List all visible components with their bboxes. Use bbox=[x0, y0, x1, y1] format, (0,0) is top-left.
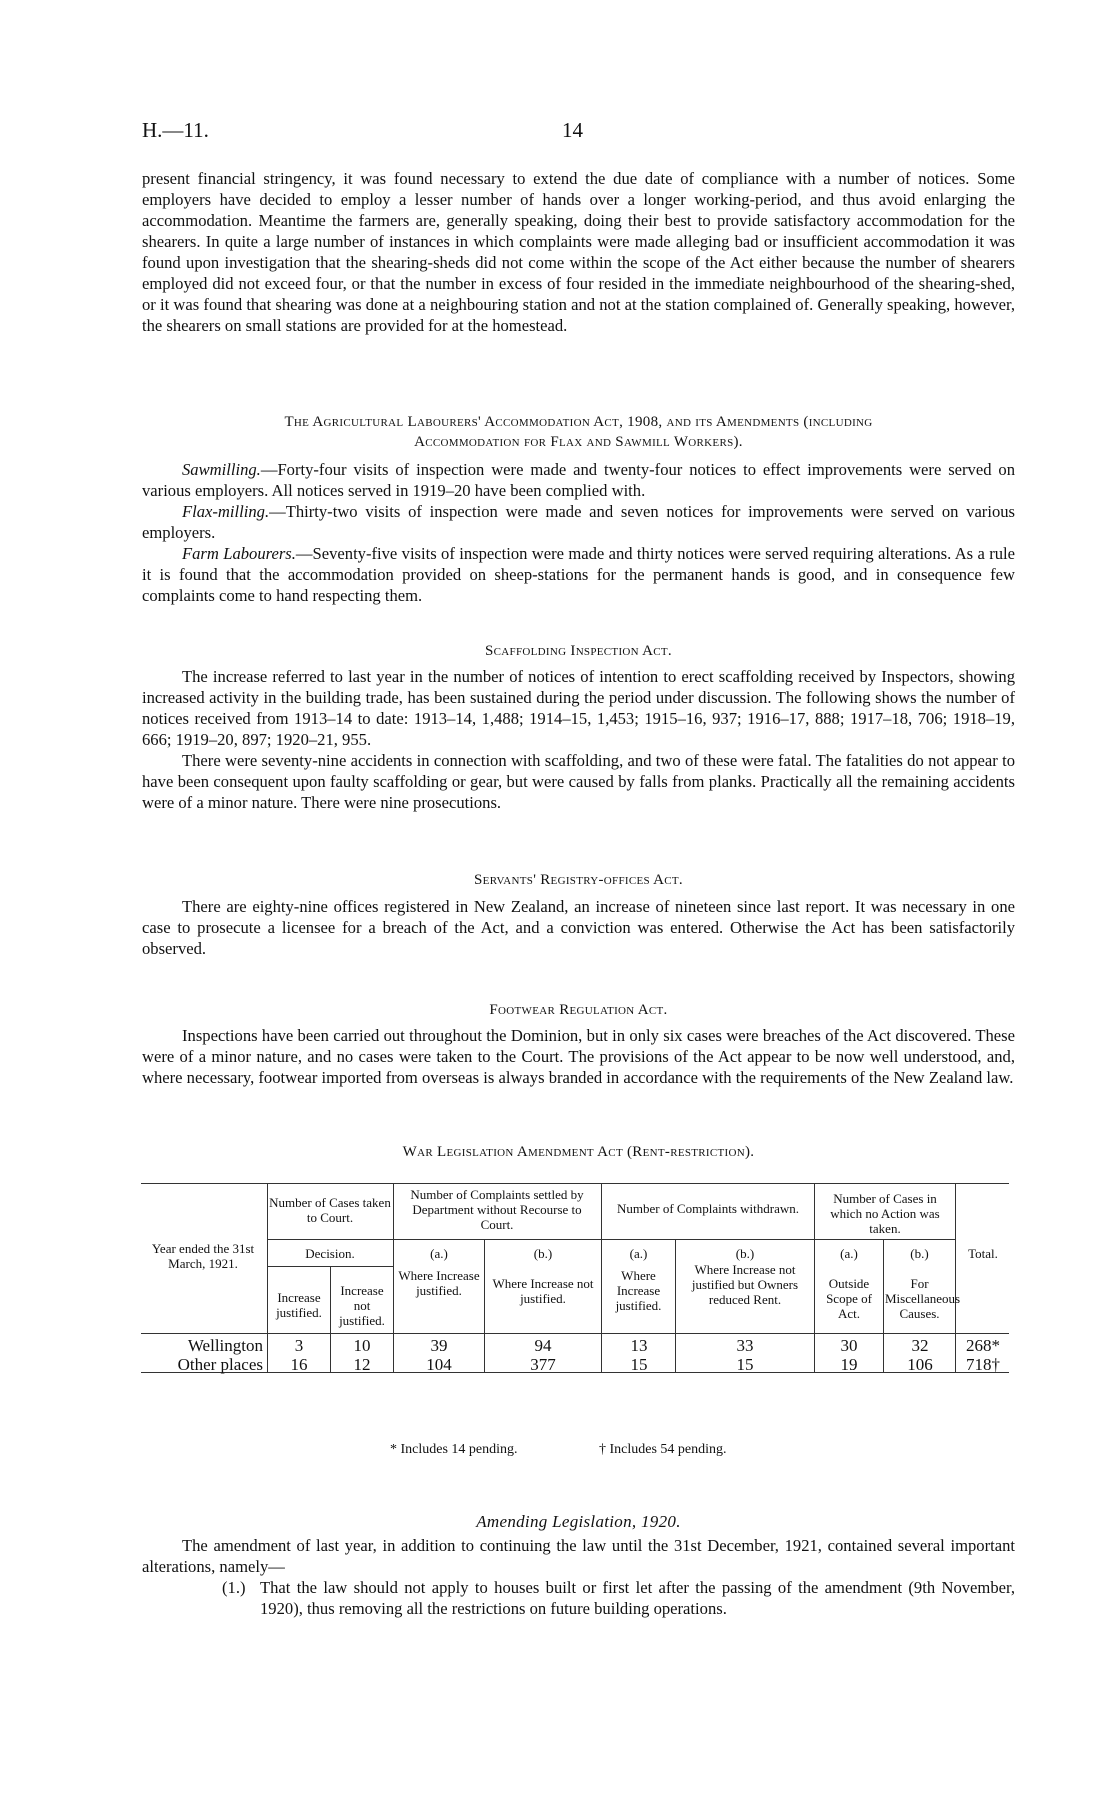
page-number: 14 bbox=[562, 118, 583, 142]
settled-group-header: Number of Complaints settled by Department without Recourse to Court. bbox=[410, 1187, 584, 1232]
settled-a-label: (a.) bbox=[430, 1246, 448, 1261]
vline-3 bbox=[393, 1183, 394, 1372]
war-table-heading: War Legislation Amendment Act (Rent-restriction). bbox=[402, 1144, 755, 1160]
table-cell-total: 718† bbox=[966, 1355, 1000, 1374]
report-reference: H.—11. bbox=[142, 118, 209, 142]
intro-paragraph: present financial stringency, it was found necessary to extend the due date of compliance with a number of notices. Some employers have decided to employ a lesser number of hands over a longer working-period, and thus avoid enlarging the accommodation. Meantime the farmers are, generally speaking, doing their best to provide satisfactory accommodation for the shearers. In quite a large number of instances in which complaints were made alleging bad or insufficient accommodation it was found upon investigation that the shearing-sheds did not come within the scope of the Act either because the number of shearers employed did not exceed four, or that the number in excess of four resided in the immediate neighbourhood of the shearing-shed, or it was found that shearing was done at a neighbouring station and not at the station complained of. Generally speaking, however, the shearers on small stations are provided for at the homestead. bbox=[142, 169, 1015, 335]
scaffolding-heading: Scaffolding Inspection Act. bbox=[485, 643, 672, 659]
table-row-place: Other places bbox=[177, 1355, 263, 1374]
table-cell: 15 bbox=[736, 1355, 754, 1374]
vline-4 bbox=[484, 1239, 485, 1372]
scaffolding-section: The increase referred to last year in the number of notices of intention to erect scaffolding received by Inspectors, showing increased activity in the building trade, has been sustained during the period under discussion. The following shows the number of notices received from 1913–14 to date: 1913–14, 1,488; 1914–15, 1,453; 1915–16, 937; 1916–17, 888; 1917–18, 706; 1918–19, 666; 1919–20, 897; 1920–21, 955. There were seventy-nine accidents in connection with scaffolding, and two of these were fatal. The fatalities do not appear to have been consequent upon faulty scaffolding or gear, but were caused by falls from planks. Practically all the remaining accidents were of a minor nature. There were nine prosecutions. bbox=[142, 667, 1015, 812]
agricultural-section bbox=[142, 459, 1015, 606]
withdrawn-a-header: Where Increase justified. bbox=[615, 1268, 662, 1313]
footnote-pending-1: * Includes 14 pending. bbox=[390, 1442, 518, 1457]
sawmilling-paragraph: Sawmilling.—Forty-four visits of inspection were made and twenty-four notices to effect improvements were served on various employers. All notices served in 1919–20 have been complied with. bbox=[142, 460, 1015, 500]
table-cell: 39 bbox=[430, 1336, 448, 1355]
table-cell: 33 bbox=[736, 1336, 754, 1355]
table-cell: 30 bbox=[840, 1336, 858, 1355]
noaction-a-header: Outside Scope of Act. bbox=[826, 1276, 872, 1321]
amending-heading: Amending Legislation, 1920. bbox=[476, 1512, 681, 1531]
increase-justified-header: Increase justified. bbox=[276, 1290, 322, 1320]
vline-8 bbox=[883, 1239, 884, 1372]
table-row-place: Wellington bbox=[187, 1336, 263, 1355]
withdrawn-group-header: Number of Complaints withdrawn. bbox=[617, 1201, 799, 1216]
increase-not-justified-header: Increase not justified. bbox=[339, 1283, 385, 1328]
settled-a-header: Where Increase justified. bbox=[398, 1268, 480, 1298]
table-cell: 12 bbox=[353, 1355, 371, 1374]
table-header-rule bbox=[141, 1333, 1009, 1334]
withdrawn-a-label: (a.) bbox=[629, 1246, 648, 1261]
table-cell: 13 bbox=[630, 1336, 648, 1355]
vline-9 bbox=[955, 1183, 956, 1372]
noaction-b-label: (b.) bbox=[910, 1246, 929, 1261]
withdrawn-b-label: (b.) bbox=[735, 1246, 755, 1261]
vline-6 bbox=[675, 1239, 676, 1372]
servants-heading: Servants' Registry-offices Act. bbox=[474, 872, 683, 888]
noaction-b-header: For Miscellaneous Causes. bbox=[885, 1276, 961, 1321]
settled-b-label: (b.) bbox=[533, 1246, 553, 1261]
table-cell: 104 bbox=[426, 1355, 452, 1374]
table-top-rule bbox=[141, 1183, 1009, 1184]
amending-paragraph: The amendment of last year, in addition to continuing the law until the 31st December, 1921, contained several important alterations, namely— bbox=[142, 1536, 1015, 1576]
flax-paragraph: Flax-milling.—Thirty-two visits of inspection were made and seven notices for improvements were served on various employers. bbox=[142, 502, 1015, 542]
servants-section: There are eighty-nine offices registered in New Zealand, an increase of nineteen since last report. It was necessary in one case to prosecute a licensee for a breach of the Act, and a conviction was entered. Otherwise the Act has been satisfactorily observed. bbox=[142, 897, 1015, 958]
page-header bbox=[142, 118, 972, 148]
table-cell-total: 268* bbox=[966, 1336, 1000, 1355]
total-header: Total. bbox=[968, 1246, 998, 1261]
court-group-header: Number of Cases taken to Court. bbox=[269, 1195, 391, 1225]
agricultural-heading: The Agricultural Labourers' Accommodation Act, 1908, and its Amendments (including Accommodation for Flax and Sawmill Workers). bbox=[284, 414, 873, 450]
group-divider-rule bbox=[267, 1239, 955, 1240]
decision-header: Decision. bbox=[305, 1246, 355, 1261]
vline-7 bbox=[814, 1183, 815, 1372]
year-header: Year ended the 31st March, 1921. bbox=[151, 1241, 255, 1271]
table-cell: 15 bbox=[630, 1355, 648, 1374]
no-action-group-header: Number of Cases in which no Action was taken. bbox=[830, 1191, 940, 1236]
table-cell: 19 bbox=[840, 1355, 858, 1374]
vline-5 bbox=[601, 1183, 602, 1372]
amending-list-item: (1.) That the law should not apply to houses built or first let after the passing of the amendment (9th November, 1920), thus removing all the restrictions on future building operations. bbox=[222, 1578, 1015, 1618]
withdrawn-b-header: Where Increase not justified but Owners reduced Rent. bbox=[691, 1262, 799, 1307]
vline-2 bbox=[330, 1266, 331, 1372]
table-cell: 10 bbox=[353, 1336, 371, 1355]
farm-paragraph: Farm Labourers.—Seventy-five visits of inspection were made and thirty notices were served requiring alterations. As a rule it is found that the accommodation provided on sheep-stations for the permanent hands is good, and in consequence few complaints come to hand respecting them. bbox=[142, 544, 1015, 605]
rent-restriction-table bbox=[141, 1183, 1009, 1373]
footwear-heading: Footwear Regulation Act. bbox=[489, 1002, 668, 1018]
settled-b-header: Where Increase not justified. bbox=[492, 1276, 594, 1306]
footnote-pending-2: † Includes 54 pending. bbox=[599, 1442, 727, 1457]
table-cell: 377 bbox=[530, 1355, 556, 1374]
vline-1 bbox=[267, 1183, 268, 1372]
table-cell: 32 bbox=[911, 1336, 929, 1355]
table-cell: 94 bbox=[534, 1336, 552, 1355]
noaction-a-label: (a.) bbox=[840, 1246, 858, 1261]
footwear-section: Inspections have been carried out throughout the Dominion, but in only six cases were breaches of the Act discovered. These were of a minor nature, and no cases were taken to the Court. The provisions of the Act appear to be now well understood, and, where necessary, footwear imported from overseas is always branded in accordance with the requirements of the New Zealand law. bbox=[142, 1026, 1015, 1087]
table-cell: 16 bbox=[290, 1355, 308, 1374]
table-cell: 3 bbox=[294, 1336, 304, 1355]
table-cell: 106 bbox=[907, 1355, 933, 1374]
